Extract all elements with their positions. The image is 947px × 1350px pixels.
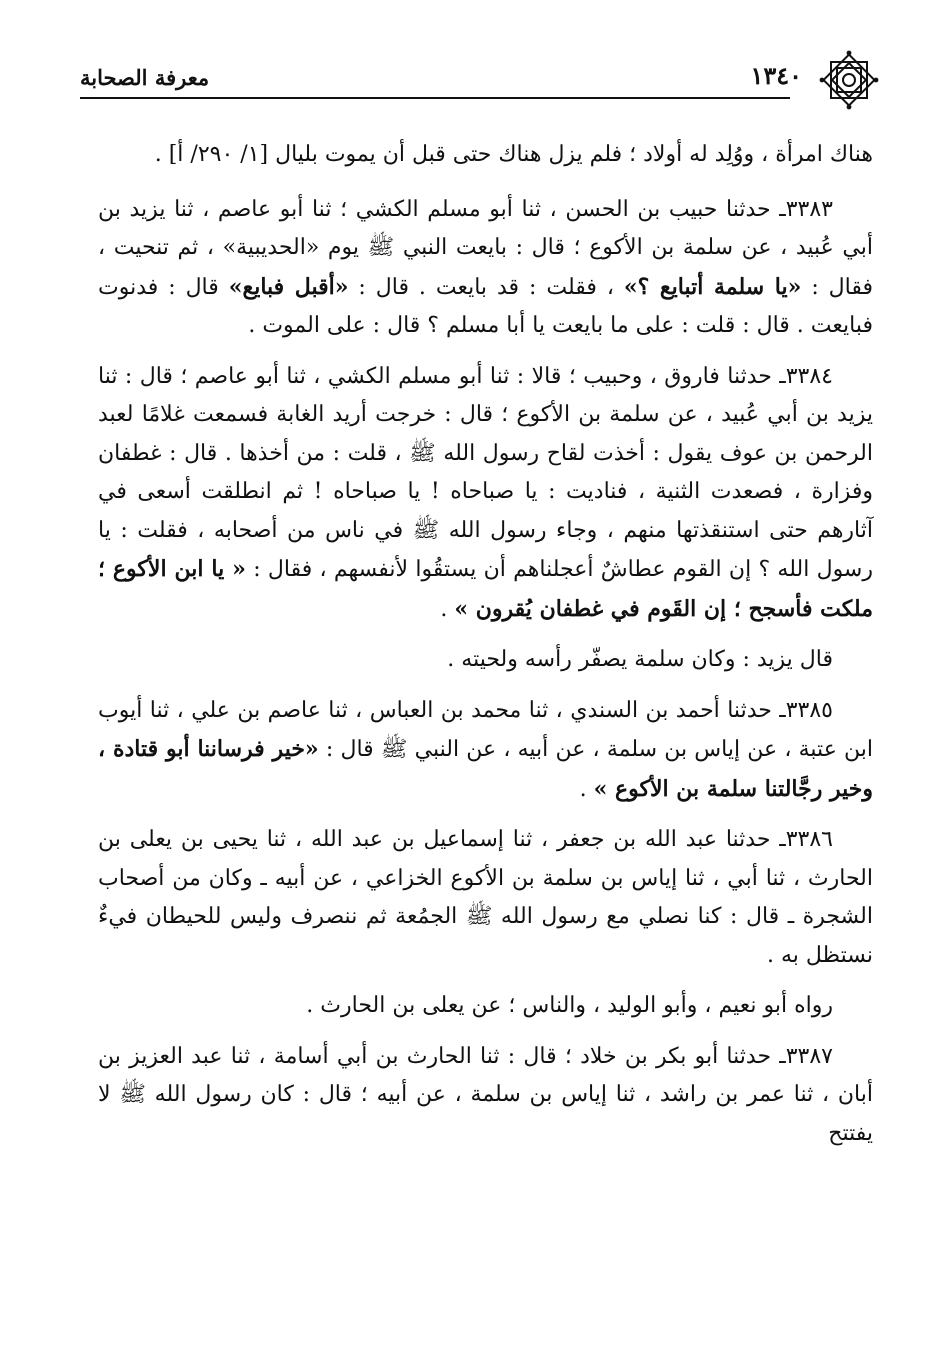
text-run: ٣٣٨٦ـ حدثنا عبد الله بن جعفر ، ثنا إسماعيل بن عبد الله ، ثنا يحيى بن يعلى بن الحارث ، ثنا أبي ، ثنا إياس بن سلمة بن الأكوع الخزاعي ، عن أبيه ـ وكان من أصحاب الشجرة ـ قال : كنا نصلي مع رسول الله ﷺ الجمُعة ثم ننصرف وليس للحيطان فيءٌ نستظل به . — [98, 827, 873, 968]
hadith-3383 — [98, 191, 873, 346]
hadith-3387 — [98, 1038, 873, 1154]
text-run: ٣٣٨٤ـ حدثنا فاروق ، وحبيب ؛ قالا : ثنا أبو مسلم الكشي ، ثنا أبو عاصم ؛ قال : ثنا يزيد بن أبي عُبيد ، عن سلمة بن الأكوع ؛ قال : خرجت أريد الغابة فسمعت غلامًا لعبد الرحمن بن عوف يقول : أخذت لقاح رسول الله ﷺ ، قلت : من أخذها . قال : غطفان وفزارة ، فصعدت الثنية ، فناديت : يا صباحاه ! يا صباحاه ! ثم انطلقت أسعى في آثارهم حتى استنقذتها منهم ، وجاء رسول الله ﷺ في ناس من أصحابه ، فقلت : يا رسول الله ؟ إن القوم عطاشٌ أعجلناهم أن يستقُوا لأنفسهم ، فقال : — [98, 363, 873, 582]
hadith-3386 — [98, 821, 873, 975]
hadith-3385 — [98, 692, 873, 810]
text-run: ٣٣٨٥ـ حدثنا أحمد بن السندي ، ثنا محمد بن العباس ، ثنا عاصم بن علي ، ثنا أيوب ابن عتبة ، عن إياس بن سلمة ، عن أبيه ، عن النبي ﷺ قال : — [98, 697, 873, 762]
bold-quote: « يا ابن الأكوع ؛ ملكت فأسجح ؛ إن القَوم في غطفان يُقرون » — [98, 556, 873, 622]
text-run: قال : فدنوت فبايعت . قال : قلت : على ما بايعت يا أبا مسلم ؟ قال : على الموت . — [98, 274, 873, 338]
paragraph — [98, 136, 873, 175]
body-text — [98, 136, 873, 1165]
header-rule — [80, 97, 790, 99]
text-run: ٣٣٨٣ـ حدثنا حبيب بن الحسن ، ثنا أبو مسلم الكشي ؛ ثنا أبو عاصم ، ثنا يزيد بن أبي عُبيد ، عن سلمة بن الأكوع ؛ قال : بايعت النبي ﷺ يوم «الحديبية» ، ثم تنحيت ، فقال : — [98, 196, 874, 300]
bold-quote: «يا سلمة أتبايع ؟» — [623, 273, 802, 300]
text-run: . — [440, 596, 455, 622]
text-run: رواه أبو نعيم ، وأبو الوليد ، والناس ؛ عن يعلى بن الحارث . — [306, 993, 833, 1018]
hadith-3384 — [98, 358, 873, 630]
star-ornament-icon — [818, 49, 880, 111]
text-run: . — [579, 776, 594, 802]
transmission-note — [98, 987, 873, 1026]
text-run: ٣٣٨٧ـ حدثنا أبو بكر بن خلاد ؛ قال : ثنا الحارث بن أبي أسامة ، ثنا عبد العزيز بن أبان ، ثنا عمر بن راشد ، ثنا إياس بن سلمة ، عن أبيه ؛ قال : كان رسول الله ﷺ لا يفتتح — [98, 1043, 873, 1146]
page-number: ١٣٤٠ — [750, 61, 802, 90]
bold-quote: «أقبل فبايع» — [228, 273, 349, 300]
running-title: معرفة الصحابة — [80, 65, 210, 90]
text-run: قال يزيد : وكان سلمة يصفّر رأسه ولحيته . — [447, 647, 833, 672]
bold-quote: «خير فرساننا أبو قتادة ، وخير رجَّالتنا سلمة بن الأكوع » — [98, 736, 873, 802]
page-header — [80, 55, 880, 105]
narrator-note — [98, 641, 873, 680]
text-run: ، فقلت : قد بايعت . قال : — [348, 274, 624, 300]
text-run: هناك امرأة ، ووُلِد له أولاد ؛ فلم يزل هناك حتى قبل أن يموت بليال [١/ ٢٩٠/ أ] . — [154, 142, 873, 167]
